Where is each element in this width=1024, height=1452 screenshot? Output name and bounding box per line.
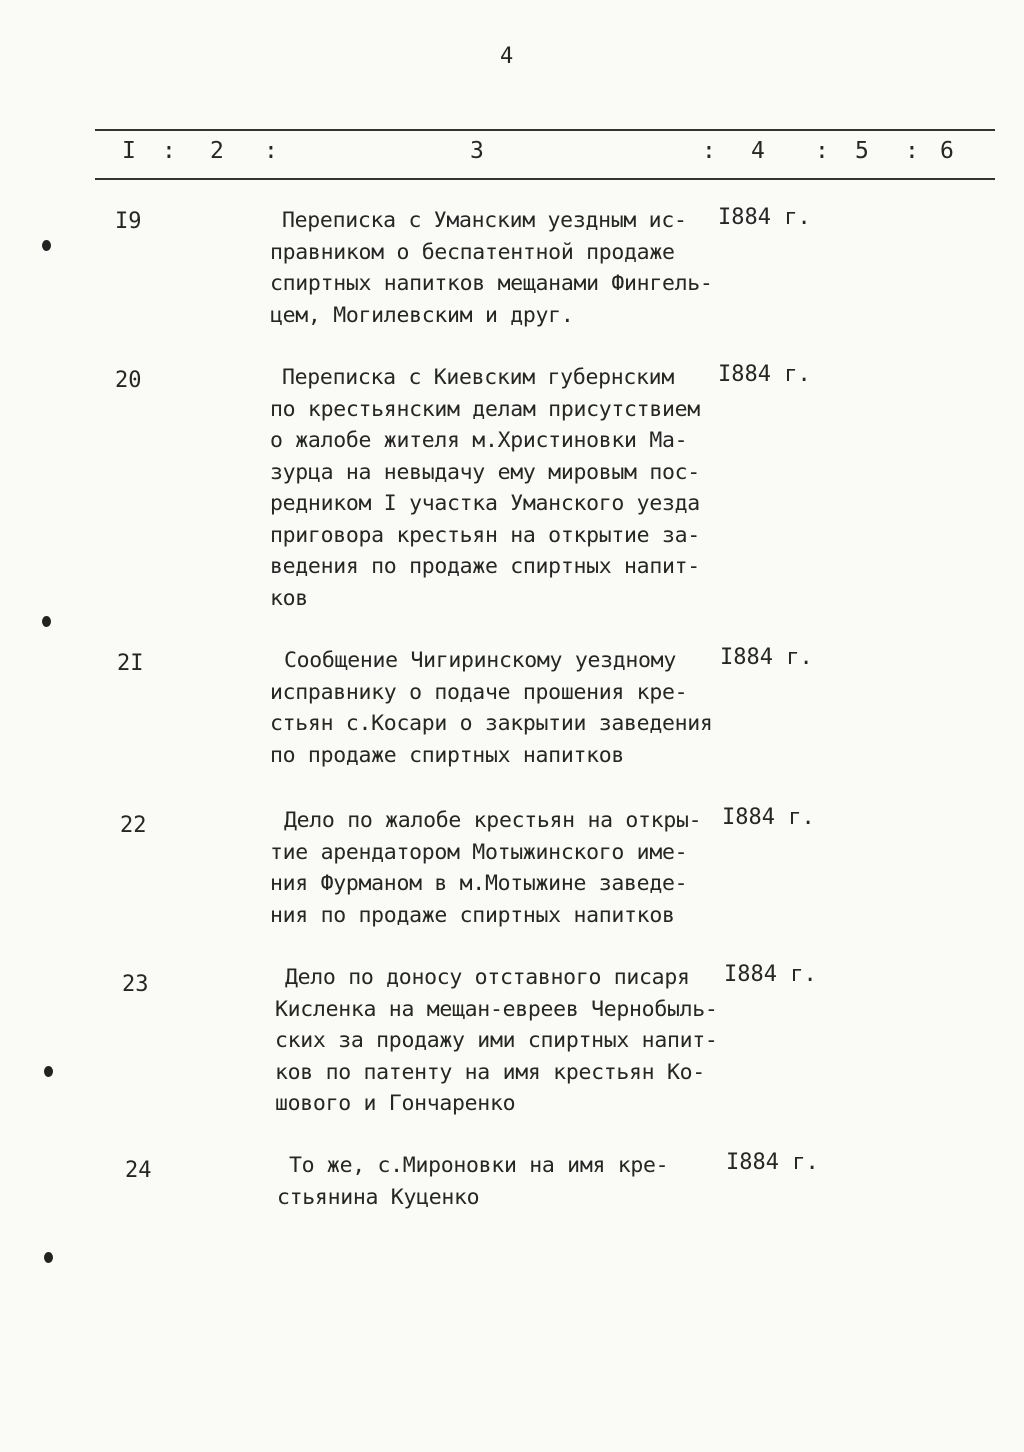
description-line: исправнику о подаче прошения кре- — [270, 679, 688, 705]
description-line: зурца на невыдачу ему мировым пос- — [270, 459, 700, 485]
column-header-3: 3 — [470, 138, 484, 164]
page-number: 4 — [500, 44, 514, 69]
description-line: ских за продажу ими спиртных напит- — [275, 1028, 718, 1053]
entry-description — [275, 962, 725, 1120]
column-separator: : — [264, 138, 278, 164]
description-line: Переписка с Киевским губернским — [282, 365, 674, 390]
description-line: ния Фурманом в м.Мотыжине заведе- — [270, 871, 688, 896]
entry-date: I884 г. — [718, 205, 811, 230]
column-separator: : — [702, 138, 716, 164]
column-separator: : — [815, 138, 829, 164]
entry-description — [277, 1150, 727, 1213]
description-line: ков — [270, 585, 308, 611]
column-header-4: 4 — [751, 138, 765, 164]
entry-number: 23 — [122, 972, 149, 997]
description-line: То же, с.Мироновки на имя кре- — [289, 1153, 669, 1178]
entry-description — [270, 645, 720, 771]
description-line: ков по патенту на имя крестьян Ко- — [275, 1059, 705, 1085]
binder-hole-mark — [42, 616, 51, 627]
entry-number: I9 — [115, 209, 142, 234]
binder-hole-mark — [42, 240, 51, 251]
entry-number: 20 — [115, 368, 142, 393]
entry-number: 22 — [120, 813, 147, 838]
description-line: тие арендатором Мотыжинского име- — [270, 839, 688, 865]
description-line: Переписка с Уманским уездным ис- — [282, 208, 687, 233]
entry-date: I884 г. — [720, 645, 813, 670]
entry-date: I884 г. — [726, 1150, 819, 1175]
description-line: цем, Могилевским и друг. — [270, 302, 574, 328]
description-line: приговора крестьян на открытие за- — [270, 522, 700, 548]
description-line: Сообщение Чигиринскому уездному — [284, 648, 676, 673]
entry-description — [270, 362, 720, 614]
entry-number: 2I — [117, 651, 144, 676]
column-header-6: 6 — [940, 138, 954, 164]
binder-hole-mark — [44, 1252, 53, 1263]
description-line: ния по продаже спиртных напитков — [270, 902, 675, 928]
entry-date: I884 г. — [724, 962, 817, 987]
header-top-rule — [95, 129, 995, 131]
description-line: Дело по доносу отставного писаря — [285, 965, 690, 990]
header-bottom-rule — [95, 178, 995, 180]
description-line: стьянина Куценко — [277, 1184, 480, 1210]
column-header-1: I — [122, 138, 136, 164]
column-header-5: 5 — [855, 138, 869, 164]
description-line: редником I участка Уманского уезда — [270, 491, 700, 516]
description-line: стьян с.Косари о закрытии заведения — [270, 711, 713, 736]
binder-hole-mark — [44, 1066, 53, 1077]
description-line: шового и Гончаренко — [275, 1091, 516, 1116]
entry-date: I884 г. — [722, 805, 815, 830]
description-line: ведения по продаже спиртных напит- — [270, 554, 700, 579]
description-line: Дело по жалобе крестьян на откры- — [284, 808, 702, 833]
entry-description — [270, 205, 720, 331]
description-line: Кисленка на мещан-евреев Чернобыль- — [275, 996, 718, 1022]
column-separator: : — [905, 138, 919, 164]
description-line: правником о беспатентной продаже — [270, 239, 675, 265]
description-line: по продаже спиртных напитков — [270, 742, 625, 768]
column-separator: : — [162, 138, 176, 164]
description-line: спиртных напитков мещанами Фингель- — [270, 271, 713, 296]
entry-number: 24 — [125, 1158, 152, 1183]
description-line: по крестьянским делам присутствием — [270, 396, 700, 422]
entry-description — [270, 805, 720, 931]
description-line: о жалобе жителя м.Христиновки Ма- — [270, 428, 688, 453]
entry-date: I884 г. — [718, 362, 811, 387]
column-header-2: 2 — [210, 138, 224, 164]
